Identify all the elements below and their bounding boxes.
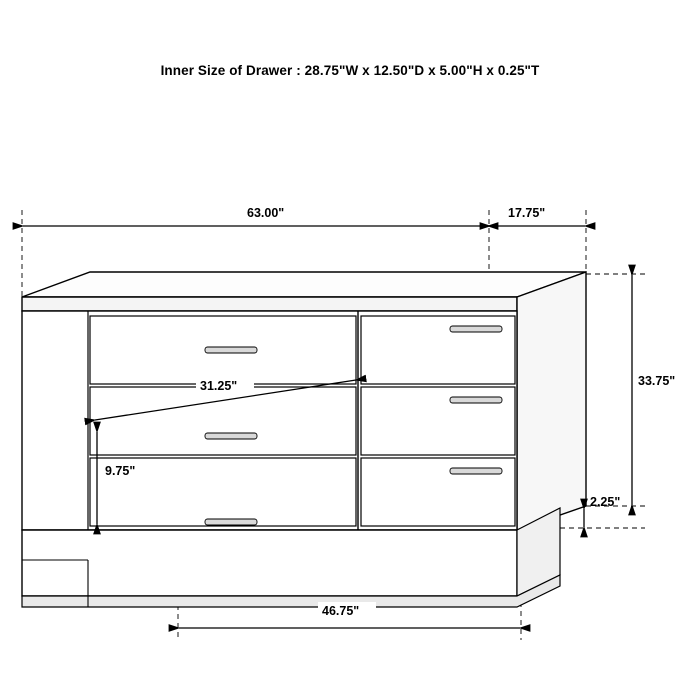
dresser-right-side-panel (517, 272, 586, 530)
dresser-plinth (22, 530, 517, 596)
dimension-label-total-width: 63.00" (247, 206, 285, 220)
drawer-handle-icon (205, 347, 257, 353)
dimension-label-depth: 17.75" (508, 206, 546, 220)
drawer-handle-icon (205, 433, 257, 439)
dimension-label-drawer-height: 9.75" (105, 464, 136, 478)
drawer-right-bottom (361, 458, 515, 526)
drawer-left-top (90, 316, 356, 384)
drawer-right-top (361, 316, 515, 384)
dimension-label-total-height: 33.75" (638, 374, 676, 388)
dresser-body (22, 272, 586, 607)
drawer-right-middle (361, 387, 515, 455)
dimension-label-drawer-width: 31.25" (200, 379, 238, 393)
dimension-label-base-width: 46.75" (322, 604, 360, 618)
dimension-label-base-height: 2.25" (590, 495, 621, 509)
drawer-handle-icon (450, 468, 502, 474)
drawer-left-middle (90, 387, 356, 455)
page-title: Inner Size of Drawer : 28.75"W x 12.50"D x 5.00"H x 0.25"T (160, 63, 540, 78)
dresser-top-edge (22, 297, 517, 311)
drawer-handle-icon (450, 326, 502, 332)
drawer-handle-icon (205, 519, 257, 525)
dresser-top-surface (22, 272, 586, 297)
drawer-handle-icon (450, 397, 502, 403)
